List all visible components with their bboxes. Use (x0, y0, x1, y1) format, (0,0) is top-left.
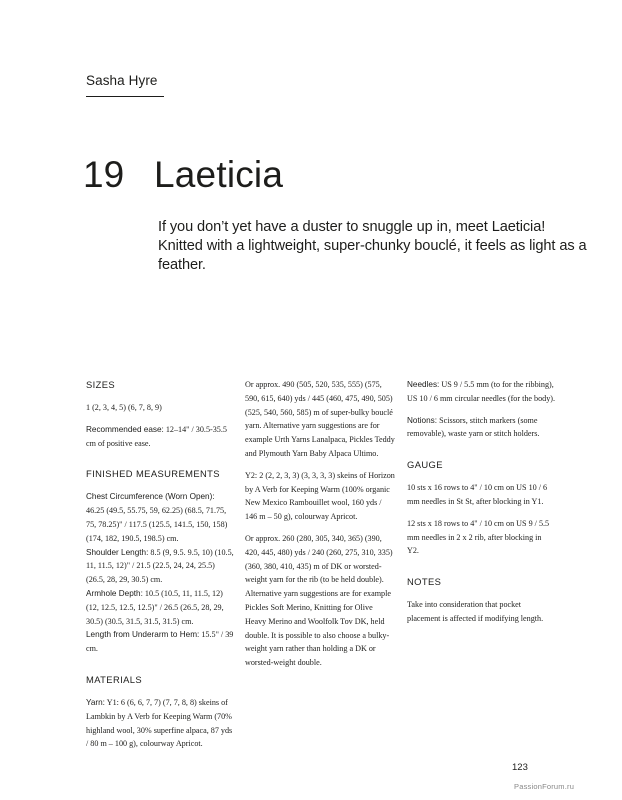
shoulder-length (86, 546, 234, 587)
approx-y1: Or approx. 490 (505, 520, 535, 555) (575, 590, 615, 640) yds / 445 (460, 475, 490, 505) (525, 540, 560, 585) m of super-bulky bouclé yarn. Alternative yarn suggestions are for example Urth Yarns Lanalpaca, Pickles Teddy and Plymouth Yarn Baby Alpaca Ultimo. (245, 380, 395, 458)
designer-underline (86, 96, 164, 97)
watermark: PassionForum.ru (514, 782, 575, 791)
ease-label: Recommended ease: (86, 424, 164, 434)
intro-text: If you don’t yet have a duster to snuggle up in, meet Laeticia! Knitted with a lightweight, super-chunky bouclé, it feels as light as a feather. (158, 219, 587, 273)
ease-text: 12–14" / 30.5-35.5 cm of positive ease. (86, 424, 227, 448)
notions (407, 414, 555, 442)
length-underarm-hem (86, 628, 234, 656)
yarn-label: Yarn: (86, 697, 105, 707)
length-label: Length from Underarm to Hem: (86, 630, 200, 640)
notes-text: Take into consideration that pocket placement is affected if modifying length. (407, 600, 544, 623)
notions-text: Scissors, stitch markers (some removable), waste yarn or stitch holders. (407, 415, 540, 439)
armhole-depth (86, 587, 234, 628)
yarn-text: Y1: 6 (6, 6, 7, 7) (7, 7, 8, 8) skeins of Lambkin by A Verb for Keeping Warm (70% highland wool, 30% superfine alpaca, 87 yds / 80 m – 100 g), colourway Apricot. (86, 697, 233, 749)
needles-text: US 9 / 5.5 mm (to for the ribbing), US 10 / 6 mm circular needles (for the body). (407, 380, 556, 403)
pattern-number: 19 (83, 154, 125, 195)
page-number: 123 (512, 762, 528, 773)
needles-label: Needles: (407, 380, 440, 389)
sizes-list: 1 (2, 3, 4, 5) (6, 7, 8, 9) (86, 403, 162, 412)
finished-measurements-heading: FINISHED MEASUREMENTS (86, 468, 220, 480)
gauge-heading: GAUGE (407, 459, 443, 471)
sizes-heading: SIZES (86, 379, 116, 390)
shoulder-text: 8.5 (9, 9.5. 9.5, 10) (10.5, 11, 11.5, 12)" / 21.5 (22.5, 24, 24, 25.5) (26.5, 28, 29, 30.5) cm. (86, 547, 234, 585)
gauge-y1: 10 sts x 16 rows to 4" / 10 cm on US 10 / 6 mm needles in St St, after blocking in Y1. (407, 483, 548, 506)
approx-y2: Or approx. 260 (280, 305, 340, 365) (390, 420, 445, 480) yds / 240 (260, 275, 310, 335) (360, 380, 410, 435) m of DK or worsted-weight yarn for the rib (to be held double). Alternative yarn suggestions are for example Pickles Soft Merino, Knitting for Olive Heavy Merino and Woolfolk Tov DK, held double. It is possible to also choose a bulky-weight yarn rather than holding a DK or worsted-weight double. (245, 533, 393, 668)
chest-label: Chest Circumference (Worn Open): (86, 492, 215, 502)
chest-circumference (86, 490, 234, 545)
gauge-y2: 12 sts x 18 rows to 4" / 10 cm on US 9 / 5.5 mm needles in 2 x 2 rib, after blocking in Y2. (407, 518, 550, 556)
length-text: 15.5" / 39 cm. (86, 630, 234, 654)
notes-heading: NOTES (407, 576, 442, 588)
column-1 (86, 378, 234, 751)
designer-name: Sasha Hyre (86, 73, 158, 88)
shoulder-label: Shoulder Length: (86, 547, 149, 557)
pattern-title: Laeticia (154, 154, 284, 195)
materials-heading: MATERIALS (86, 673, 143, 685)
notions-label: Notions: (407, 415, 438, 425)
yarn-y1 (86, 696, 234, 751)
column-3 (407, 378, 555, 634)
needles (407, 378, 555, 406)
column-2 (245, 378, 395, 678)
yarn-y2: Y2: 2 (2, 2, 3, 3) (3, 3, 3, 3) skeins of Horizon by A Verb for Keeping Warm (100% organic New Mexico Rambouillet wool, 160 yds / 146 m – 50 g), colourway Apricot. (245, 470, 395, 522)
recommended-ease (86, 423, 234, 451)
armhole-text: 10.5 (10.5, 11, 11.5, 12) (12, 12.5, 12.5, 12.5)" / 26.5 (26.5, 28, 29, 30.5) (30.5, 31.5, 31.5, 31.5) cm. (86, 588, 224, 626)
armhole-label: Armhole Depth: (86, 588, 143, 598)
chest-text: 46.25 (49.5, 55.75, 59, 62.25) (68.5, 71.75, 75, 78.25)" / 117.5 (125.5, 141.5, 150, 158) (174, 182, 190.5, 198.5) cm. (86, 506, 228, 543)
